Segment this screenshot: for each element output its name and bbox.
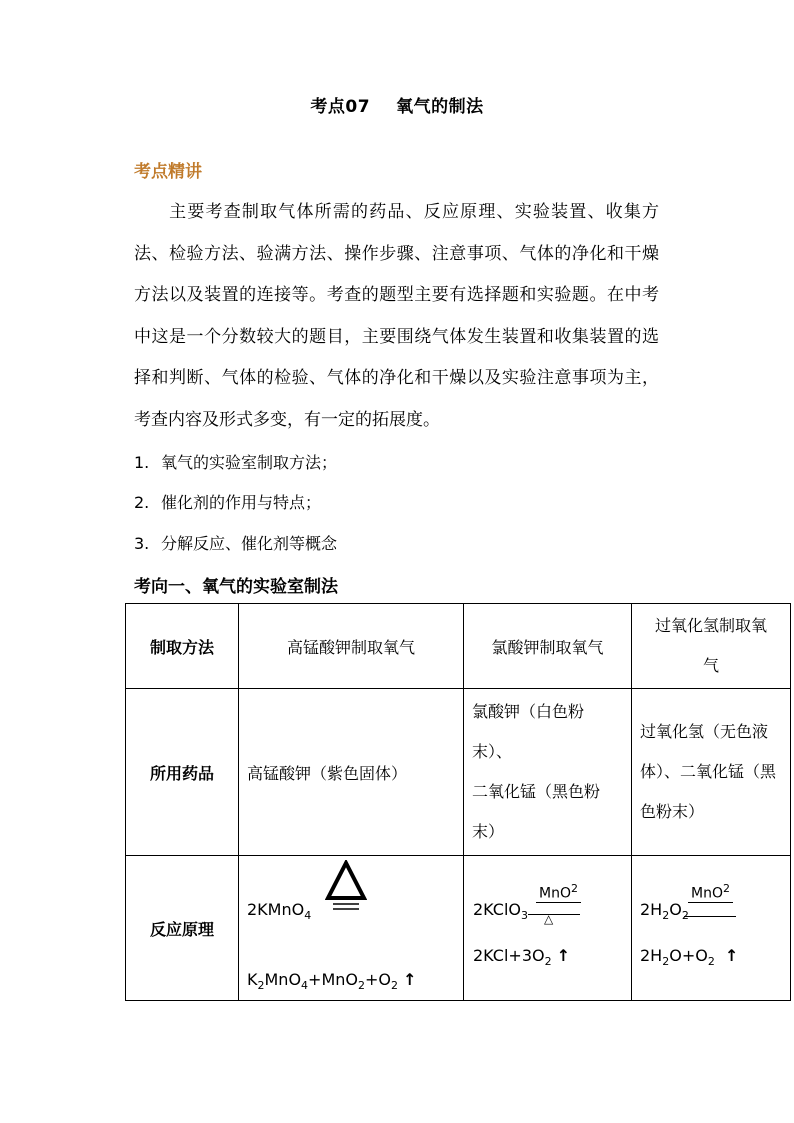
list-item [134,490,321,513]
list-item-text: 氧气的实验室制取方法； [161,453,338,472]
list-item-number: 3. [134,534,150,553]
kclo3-reagents-line: 末）、 [472,742,513,761]
list-item-text: 分解反应、催化剂等概念 [161,534,338,553]
table-row-principle [126,856,791,1001]
intro-paragraph [134,192,659,441]
kclo3-reactant: 2KClO$_3$ [473,900,529,923]
h2o2-reagents-line: 体）、二氧化锰（黑 [640,762,777,781]
list-item-number: 2. [134,493,150,512]
title-topic: 氧气的制法 [396,97,484,117]
kclo3-product: $2KCl+3O_2$ ↑ [473,946,571,969]
kclo3-bottom-line [528,914,580,915]
h2o2-product: $2H_2O+O_2$ ↑ [640,946,739,969]
oxygen-preparation-table [125,603,791,1001]
header-kmno4: 高锰酸钾制取氧气 [239,604,464,689]
page-title [0,92,794,117]
heat-triangle-icon [325,860,367,912]
header-h2o2-line1: 过氧化氢制取氧 [654,616,767,635]
kclo3-reagents [464,689,632,856]
list-item [134,531,337,554]
kmno4-product: $K_2MnO_4+MnO_2+O_2$ ↑ [247,970,417,993]
header-kclo3: 氯酸钾制取氧气 [464,604,632,689]
h2o2-reagents-line: 色粉末） [640,802,705,821]
subheading: 考向一、氧气的实验室制法 [134,577,338,597]
section-label: 考点精讲 [134,162,202,182]
h2o2-reagents-line: 过氧化氢（无色液 [640,722,769,741]
intro-paragraph-text: 主要考查制取气体所需的药品、反应原理、实验装置、收集方法、检验方法、验满方法、操作步骤、注意事项、气体的净化和干燥方法以及装置的连接等。考查的题型主要有选择题和实验题。在中考中这是一个分数较大的题目，主要围绕气体发生装置和收集装置的选择和判断、气体的检验、气体的净化和干燥以及实验注意事项为主，考查内容及形式多变，有一定的拓展度。 [134,202,659,430]
kclo3-reagents-line: 氯酸钾（白色粉 [472,702,585,721]
h2o2-catalyst: MnO$^2$ [688,882,733,903]
title-lesson-number: 考点07 [310,97,371,117]
h2o2-bottom-line [684,916,736,917]
list-item-number: 1. [134,453,150,472]
kclo3-catalyst: MnO$^2$ [536,882,581,903]
table-row-reagents [126,689,791,856]
kmno4-equation [239,856,464,1001]
list-item [134,450,337,473]
kclo3-reagents-line: 末） [472,822,505,841]
kclo3-reagents-line: 二氧化锰（黑色粉 [472,782,601,801]
h2o2-reagents [632,689,791,856]
h2o2-reactant: $2H_2O_2$ [640,900,689,923]
list-item-text: 催化剂的作用与特点； [161,493,322,512]
header-method: 制取方法 [126,604,239,689]
table-header-row [126,604,791,689]
row-label-reagents: 所用药品 [126,689,239,856]
kclo3-equation [464,856,632,1001]
kmno4-reagents: 高锰酸钾（紫色固体） [239,689,464,856]
h2o2-equation [632,856,791,1001]
heat-icon: △ [544,912,554,926]
row-label-principle: 反应原理 [126,856,239,1001]
header-h2o2 [632,604,791,689]
header-h2o2-line2: 气 [702,656,719,675]
kmno4-reactant: 2KMnO$_4$ [247,900,312,923]
